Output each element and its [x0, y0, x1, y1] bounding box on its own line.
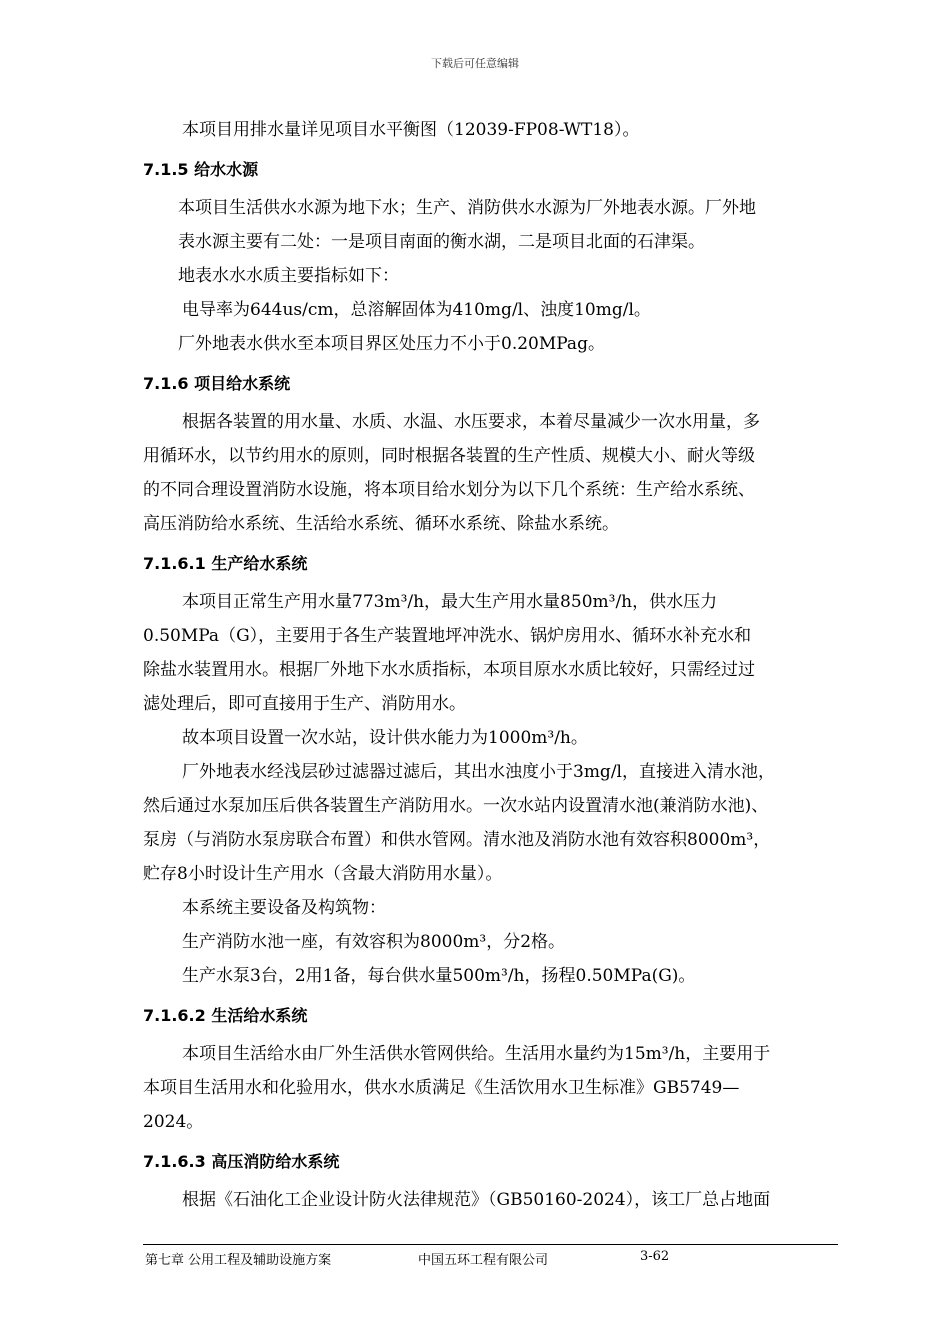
paragraph: 厂外地表水经浅层砂过滤器过滤后，其出水浊度小于3mg/l，直接进入清水池，	[182, 762, 775, 782]
paragraph: 本项目生活给水由厂外生活供水管网供给。生活用水量约为15m³/h，主要用于	[182, 1044, 771, 1064]
paragraph: 地表水水水质主要指标如下：	[178, 266, 399, 286]
paragraph: 滤处理后，即可直接用于生产、消防用水。	[143, 694, 466, 714]
section-heading: 7.1.6.2 生活给水系统	[143, 1006, 308, 1025]
paragraph: 表水源主要有二处：一是项目南面的衡水湖，二是项目北面的石津渠。	[178, 232, 705, 252]
paragraph: 根据各装置的用水量、水质、水温、水压要求，本着尽量减少一次水用量，多	[182, 412, 760, 432]
paragraph: 本项目生活供水水源为地下水；生产、消防供水水源为厂外地表水源。厂外地	[178, 198, 756, 218]
section-heading: 7.1.6 项目给水系统	[143, 374, 291, 393]
document-body	[143, 113, 843, 1217]
paragraph: 0.50MPa（G），主要用于各生产装置地坪冲洗水、锅炉房用水、循环水补充水和	[143, 626, 752, 646]
paragraph: 本系统主要设备及构筑物：	[182, 898, 386, 918]
paragraph: 生产水泵3台，2用1备，每台供水量500m³/h，扬程0.50MPa(G)。	[182, 966, 696, 986]
section-heading: 7.1.6.1 生产给水系统	[143, 554, 308, 573]
paragraph: 的不同合理设置消防水设施，将本项目给水划分为以下几个系统：生产给水系统、	[143, 480, 755, 500]
paragraph: 厂外地表水供水至本项目界区处压力不小于0.20MPag。	[178, 334, 605, 354]
paragraph: 生产消防水池一座，有效容积为8000m³，分2格。	[182, 932, 566, 952]
footer-company: 中国五环工程有限公司	[418, 1253, 549, 1268]
section-heading: 7.1.6.3 高压消防给水系统	[143, 1152, 340, 1171]
footer-page-number: 3-62	[640, 1249, 670, 1264]
footer-divider	[143, 1244, 838, 1245]
paragraph: 故本项目设置一次水站，设计供水能力为1000m³/h。	[182, 728, 588, 748]
paragraph: 用循环水，以节约用水的原则，同时根据各装置的生产性质、规模大小、耐火等级	[143, 446, 755, 466]
paragraph: 根据《石油化工企业设计防火法律规范》（GB50160-2024），该工厂总占地面	[182, 1190, 771, 1210]
paragraph: 泵房（与消防水泵房联合布置）和供水管网。清水池及消防水池有效容积8000m³，	[143, 830, 771, 850]
paragraph: 本项目正常生产用水量773m³/h，最大生产用水量850m³/h，供水压力	[182, 592, 718, 612]
paragraph: 2024。	[143, 1112, 204, 1132]
page-header: 下载后可任意编辑	[431, 57, 519, 70]
section-heading: 7.1.5 给水水源	[143, 160, 259, 179]
paragraph: 高压消防给水系统、生活给水系统、循环水系统、除盐水系统。	[143, 514, 619, 534]
paragraph: 电导率为644us/cm，总溶解固体为410mg/l、浊度10mg/l。	[182, 300, 651, 320]
paragraph: 除盐水装置用水。根据厂外地下水水质指标，本项目原水水质比较好，只需经过过	[143, 660, 755, 680]
paragraph: 然后通过水泵加压后供各装置生产消防用水。一次水站内设置清水池(兼消防水池)、	[143, 796, 769, 816]
paragraph: 贮存8小时设计生产用水（含最大消防用水量）。	[143, 864, 503, 884]
paragraph: 本项目用排水量详见项目水平衡图（12039-FP08-WT18）。	[182, 120, 640, 140]
paragraph: 本项目生活用水和化验用水，供水水质满足《生活饮用水卫生标准》GB5749—	[143, 1078, 740, 1098]
footer-chapter: 第七章 公用工程及辅助设施方案	[145, 1253, 332, 1268]
